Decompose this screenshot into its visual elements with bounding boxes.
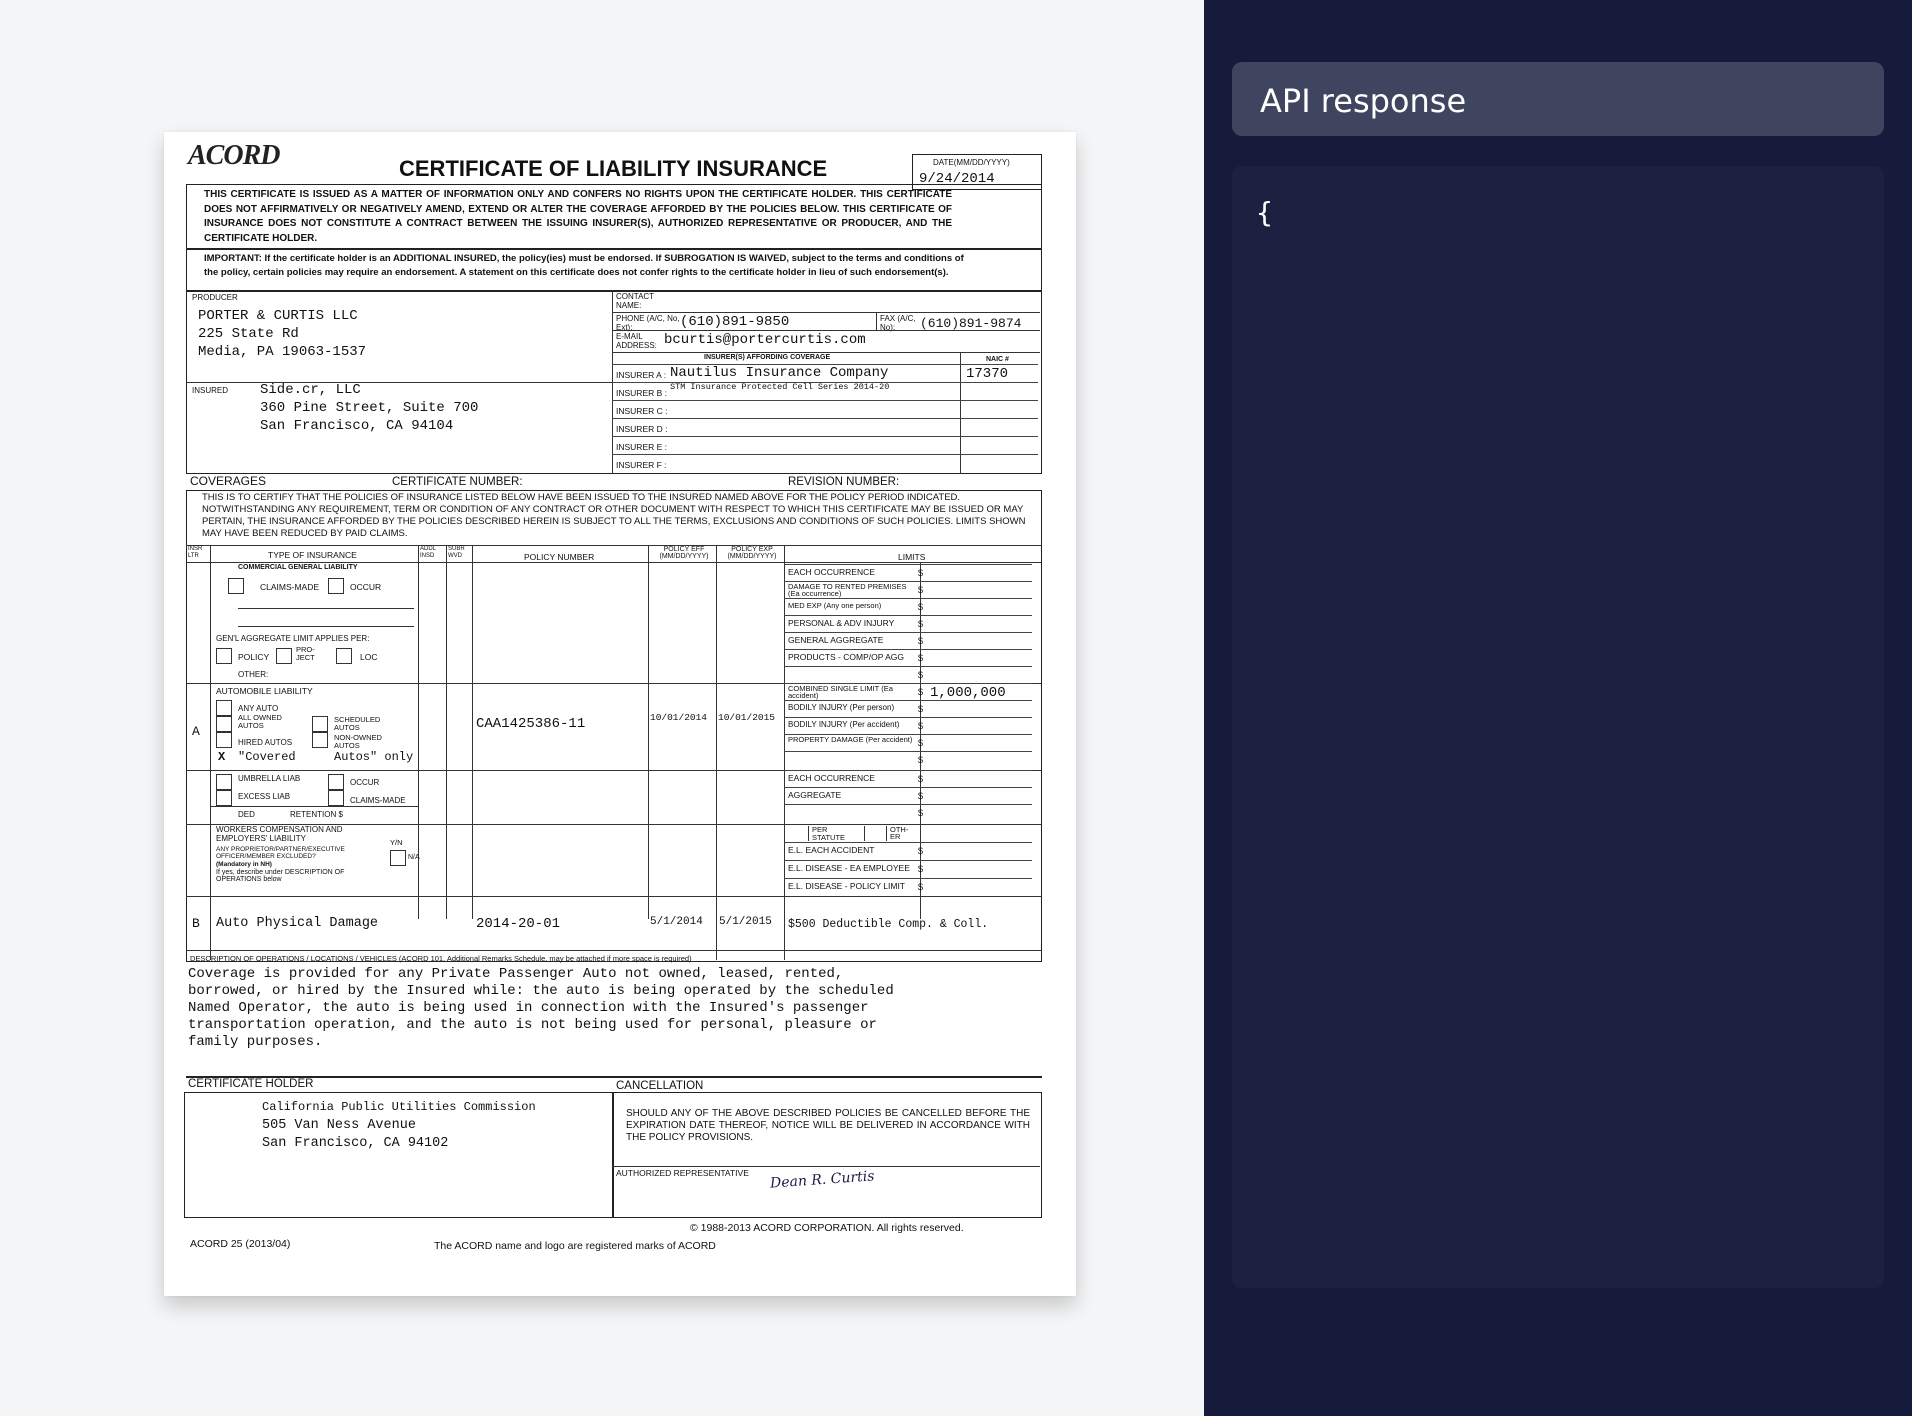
wc-na-label: N/A xyxy=(408,854,420,861)
limit-dollar: $ xyxy=(918,774,924,784)
ded-label: DED xyxy=(238,810,255,819)
limit-label: PROPERTY DAMAGE (Per accident) xyxy=(788,735,913,744)
limit-row xyxy=(784,860,1032,878)
limit-row xyxy=(784,598,1032,616)
any-auto-checkbox[interactable] xyxy=(216,700,232,716)
revision-label: REVISION NUMBER: xyxy=(788,476,900,488)
hired-checkbox[interactable] xyxy=(216,732,232,748)
insurers-header: INSURER(S) AFFORDING COVERAGE xyxy=(704,354,831,361)
limit-row xyxy=(784,878,1032,896)
limit-row xyxy=(784,717,1032,735)
panel-title: API response xyxy=(1260,82,1467,120)
insurer-f-row xyxy=(612,454,1038,472)
col-type: TYPE OF INSURANCE xyxy=(268,550,357,560)
excess-label: EXCESS LIAB xyxy=(238,792,291,801)
gl-loc-checkbox[interactable] xyxy=(336,648,352,664)
apd-type: Auto Physical Damage xyxy=(216,916,379,931)
producer-line-2: 225 State Rd xyxy=(198,326,299,342)
holder-line-3: San Francisco, CA 94102 xyxy=(262,1136,449,1151)
description-line-2: borrowed, or hired by the Insured while: the auto is being operated by the scheduled xyxy=(188,983,894,999)
email-address[interactable]: bcurtis@portercurtis.com xyxy=(664,332,866,348)
coverages-label: COVERAGES xyxy=(190,474,267,488)
non-owned-label: NON-OWNED AUTOS xyxy=(334,733,382,750)
gl-occur-label: OCCUR xyxy=(350,582,382,592)
limit-dollar: $ xyxy=(918,568,924,578)
retention-label: RETENTION $ xyxy=(290,810,343,819)
insurer-a-naic: 17370 xyxy=(966,366,1009,382)
limit-row xyxy=(784,632,1032,650)
col-subr: SUBR WVD xyxy=(448,546,465,559)
limit-row xyxy=(784,734,1032,752)
gl-loc-label: LOC xyxy=(360,652,378,662)
insurer-a-label: INSURER A : xyxy=(616,370,667,380)
wc-title: WORKERS COMPENSATION AND EMPLOYERS' LIABILITY xyxy=(216,825,343,843)
form-number: ACORD 25 (2013/04) xyxy=(190,1238,291,1250)
oth-er-label: OTH- ER xyxy=(890,825,909,841)
notice-text: THIS CERTIFICATE IS ISSUED AS A MATTER OF INFORMATION ONLY AND CONFERS NO RIGHTS UPON THE CERTIFICATE HOLDER. THIS CERTIFICATE DOES NOT AFFIRMATIVELY OR NEGATIVELY AMEND, EXTEND OR ALTER THE COVERAGE AFFORDED BY THE POLICIES BELOW. THIS CERTIFICATE OF INSURANCE DOES NOT CONSTITUTE A CONTRACT BETWEEN THE ISSUING INSURER(S), AUTHORIZED REPRESENTATIVE OR PRODUCER, AND THE CERTIFICATE HOLDER. xyxy=(204,189,952,244)
wc-mandatory: (Mandatory in NH) xyxy=(216,861,272,868)
fax-number: (610)891-9874 xyxy=(920,316,1022,331)
holder-line-2: 505 Van Ness Avenue xyxy=(262,1118,416,1133)
apd-insr-ltr: B xyxy=(192,916,200,931)
limit-label: BODILY INJURY (Per accident) xyxy=(788,720,900,729)
auto-insr-ltr: A xyxy=(192,724,200,739)
insurer-a-name: Nautilus Insurance Company xyxy=(670,365,889,381)
per-statute-label: PER STATUTE xyxy=(812,825,846,842)
col-policy-eff: POLICY EFF (MM/DD/YYYY) xyxy=(659,546,709,560)
umb-occur-checkbox[interactable] xyxy=(328,774,344,790)
certificate-title: CERTIFICATE OF LIABILITY INSURANCE xyxy=(399,156,828,181)
limit-dollar: $ xyxy=(918,619,924,629)
umb-claims-made-checkbox[interactable] xyxy=(328,790,344,806)
limit-dollar: $ xyxy=(918,687,924,697)
limit-row xyxy=(784,751,1032,769)
phone-number[interactable]: (610)891-9850 xyxy=(680,314,790,330)
auto-policy-exp: 10/01/2015 xyxy=(718,712,776,723)
limit-label: COMBINED SINGLE LIMIT (Ea accident) xyxy=(788,684,893,700)
certificate-page xyxy=(164,132,1076,1296)
contact-label: CONTACT NAME: xyxy=(616,292,654,310)
limit-row xyxy=(784,804,1032,822)
limit-label: DAMAGE TO RENTED PREMISES (Ea occurrence) xyxy=(788,582,907,598)
insurer-b-name: STM Insurance Protected Cell Series 2014-20 xyxy=(670,382,890,392)
holder-line-1: California Public Utilities Commission xyxy=(262,1100,536,1114)
limit-dollar: $ xyxy=(918,755,924,765)
col-policy-exp: POLICY EXP (MM/DD/YYYY) xyxy=(727,546,777,560)
wc-any-text: ANY PROPRIETOR/PARTNER/EXECUTIVE OFFICER/MEMBER EXCLUDED? xyxy=(216,846,345,860)
apd-policy-exp: 5/1/2015 xyxy=(719,916,772,928)
gl-project-label: PRO- JECT xyxy=(296,645,315,662)
limit-label: AGGREGATE xyxy=(788,790,842,800)
limit-dollar: $ xyxy=(918,882,924,892)
csl-amount: 1,000,000 xyxy=(930,685,1006,701)
cancellation-label: CANCELLATION xyxy=(616,1080,704,1092)
limit-dollar: $ xyxy=(918,585,924,595)
limit-dollar: $ xyxy=(918,721,924,731)
all-owned-label: ALL OWNED AUTOS xyxy=(238,713,282,730)
auto-policy-eff: 10/01/2014 xyxy=(650,712,708,723)
limit-dollar: $ xyxy=(918,864,924,874)
any-auto-label: ANY AUTO xyxy=(238,704,279,713)
limit-label: EACH OCCURRENCE xyxy=(788,773,875,783)
limit-dollar: $ xyxy=(918,653,924,663)
date-label: DATE(MM/DD/YYYY) xyxy=(933,158,1010,167)
limit-row xyxy=(784,564,1032,582)
naic-label: NAIC # xyxy=(986,356,1009,363)
hired-label: HIRED AUTOS xyxy=(238,738,293,747)
gl-claims-made-checkbox[interactable] xyxy=(228,578,244,594)
holder-label: CERTIFICATE HOLDER xyxy=(188,1078,314,1090)
insurer-e-label: INSURER E : xyxy=(616,442,668,452)
limit-row xyxy=(784,700,1032,718)
api-response-panel xyxy=(1204,0,1912,1416)
description-line-1: Coverage is provided for any Private Passenger Auto not owned, leased, rented, xyxy=(188,966,844,982)
insurer-b-row xyxy=(612,382,1038,400)
email-label: E-MAIL ADDRESS: xyxy=(616,332,657,350)
limit-label: BODILY INJURY (Per person) xyxy=(788,703,895,712)
panel-header xyxy=(1232,62,1884,136)
description-line-3: Named Operator, the auto is being used in connection with the Insured's passenger xyxy=(188,1000,869,1016)
authorized-rep-label: AUTHORIZED REPRESENTATIVE xyxy=(616,1168,749,1178)
json-output: { xyxy=(1256,196,1273,229)
limit-row xyxy=(784,615,1032,633)
limit-dollar: $ xyxy=(918,738,924,748)
limit-dollar: $ xyxy=(918,636,924,646)
limit-dollar: $ xyxy=(918,670,924,680)
col-addl: ADDL INSD xyxy=(420,546,436,559)
apd-policy-eff: 5/1/2014 xyxy=(650,916,703,928)
producer-line-1: PORTER & CURTIS LLC xyxy=(198,308,358,324)
producer-label: PRODUCER xyxy=(192,293,238,302)
insurer-f-label: INSURER F : xyxy=(616,460,667,470)
covered-autos-text: "Covered xyxy=(238,750,296,764)
gl-title: COMMERCIAL GENERAL LIABILITY xyxy=(238,564,358,571)
insured-line-3: San Francisco, CA 94104 xyxy=(260,418,454,434)
insurer-d-label: INSURER D : xyxy=(616,424,668,434)
umbrella-checkbox[interactable] xyxy=(216,774,232,790)
apd-limit: $500 Deductible Comp. & Coll. xyxy=(788,918,989,931)
wc-excluded-checkbox[interactable] xyxy=(390,850,406,866)
auto-policy-number: CAA1425386-11 xyxy=(476,716,586,732)
limit-dollar: $ xyxy=(918,704,924,714)
umb-occur-label: OCCUR xyxy=(350,778,380,787)
description-line-4: transportation operation, and the auto is not being used for personal, pleasure or xyxy=(188,1017,877,1033)
limit-row xyxy=(784,770,1032,788)
limit-row xyxy=(784,649,1032,667)
limit-row xyxy=(784,666,1032,684)
limit-label: E.L. EACH ACCIDENT xyxy=(788,845,875,855)
fax-label: FAX (A/C, No): xyxy=(880,314,916,332)
limit-dollar: $ xyxy=(918,791,924,801)
insured-label: INSURED xyxy=(192,386,229,395)
auto-title: AUTOMOBILE LIABILITY xyxy=(216,686,313,696)
authorized-signature: Dean R. Curtis xyxy=(769,1168,875,1192)
limit-dollar: $ xyxy=(918,602,924,612)
limit-label: GENERAL AGGREGATE xyxy=(788,635,884,645)
limit-label: EACH OCCURRENCE xyxy=(788,567,875,577)
wc-if-yes: If yes, describe under DESCRIPTION OF OPERATIONS below xyxy=(216,869,345,883)
trademark: The ACORD name and logo are registered marks of ACORD xyxy=(434,1240,716,1252)
col-policy-number: POLICY NUMBER xyxy=(524,552,595,562)
cancellation-text: SHOULD ANY OF THE ABOVE DESCRIBED POLICIES BE CANCELLED BEFORE THE EXPIRATION DATE THEREOF, NOTICE WILL BE DELIVERED IN ACCORDANCE WITH THE POLICY PROVISIONS. xyxy=(626,1108,1030,1143)
gl-occur-checkbox[interactable] xyxy=(328,578,344,594)
certificate-date: 9/24/2014 xyxy=(919,171,995,187)
wc-yn-label: Y/N xyxy=(390,838,403,847)
api-response-body[interactable] xyxy=(1232,166,1884,1288)
limit-dollar: $ xyxy=(918,846,924,856)
insurer-c-row xyxy=(612,400,1038,418)
certify-text: THIS IS TO CERTIFY THAT THE POLICIES OF INSURANCE LISTED BELOW HAVE BEEN ISSUED TO THE INSURED NAMED ABOVE FOR THE POLICY PERIOD INDICATED. NOTWITHSTANDING ANY REQUIREMENT, TERM OR CONDITION OF ANY CONTRACT OR OTHER DOCUMENT WITH RESPECT TO WHICH THIS CERTIFICATE MAY BE ISSUED OR MAY PERTAIN, THE INSURANCE AFFORDED BY THE POLICIES DESCRIBED HEREIN IS SUBJECT TO ALL THE TERMS, EXCLUSIONS AND CONDITIONS OF SUCH POLICIES. LIMITS SHOWN MAY HAVE BEEN REDUCED BY PAID CLAIMS. xyxy=(202,492,1026,539)
gl-policy-checkbox[interactable] xyxy=(216,648,232,664)
insurer-e-row xyxy=(612,436,1038,454)
col-insr-ltr: INSR LTR xyxy=(188,546,203,559)
limit-row xyxy=(784,787,1032,805)
gl-claims-made-label: CLAIMS-MADE xyxy=(260,582,320,592)
limit-label: PERSONAL & ADV INJURY xyxy=(788,618,895,628)
excess-checkbox[interactable] xyxy=(216,790,232,806)
description-label: DESCRIPTION OF OPERATIONS / LOCATIONS / VEHICLES (ACORD 101, Additional Remarks Schedule, may be attached if more space is required) xyxy=(190,954,692,963)
apd-policy-number: 2014-20-01 xyxy=(476,916,561,932)
limit-row xyxy=(784,581,1032,599)
covered-autos-mark: X xyxy=(218,750,226,764)
insurer-b-label: INSURER B : xyxy=(616,388,668,398)
limit-row xyxy=(784,842,1032,860)
limit-label: E.L. DISEASE - POLICY LIMIT xyxy=(788,881,905,891)
acord-logo: ACORD xyxy=(188,140,280,171)
insured-line-1: Side.cr, LLC xyxy=(260,382,361,398)
insurer-a-row xyxy=(612,364,1038,382)
insurer-c-label: INSURER C : xyxy=(616,406,668,416)
gl-policy-label: POLICY xyxy=(238,652,270,662)
col-limits: LIMITS xyxy=(898,552,926,562)
limit-label: E.L. DISEASE - EA EMPLOYEE xyxy=(788,863,910,873)
limit-dollar: $ xyxy=(918,808,924,818)
limit-row xyxy=(784,683,1032,701)
description-line-5: family purposes. xyxy=(188,1034,323,1050)
covered-autos-text-2: Autos" only xyxy=(334,750,414,764)
cert-number-label: CERTIFICATE NUMBER: xyxy=(392,476,523,488)
insured-line-2: 360 Pine Street, Suite 700 xyxy=(260,400,479,416)
gl-other-label: OTHER: xyxy=(238,670,269,679)
scheduled-label: SCHEDULED AUTOS xyxy=(334,715,381,732)
limit-label: MED EXP (Any one person) xyxy=(788,601,882,610)
umbrella-label: UMBRELLA LIAB xyxy=(238,774,301,783)
copyright: © 1988-2013 ACORD CORPORATION. All rights reserved. xyxy=(690,1222,964,1234)
gl-project-checkbox[interactable] xyxy=(276,648,292,664)
scheduled-checkbox[interactable] xyxy=(312,716,328,732)
all-owned-checkbox[interactable] xyxy=(216,716,232,732)
insurer-d-row xyxy=(612,418,1038,436)
gl-agg-applies: GEN'L AGGREGATE LIMIT APPLIES PER: xyxy=(216,634,370,643)
important-text: IMPORTANT: If the certificate holder is an ADDITIONAL INSURED, the policy(ies) must be endorsed. If SUBROGATION IS WAIVED, subject to the terms and conditions of the policy, certain policies may require an endorsement. A statement on this certificate does not confer rights to the certificate holder in lieu of such endorsement(s). xyxy=(204,253,964,278)
phone-label: PHONE (A/C, No, Ext): xyxy=(616,314,680,332)
producer-line-3: Media, PA 19063-1537 xyxy=(198,344,367,360)
limit-label: PRODUCTS - COMP/OP AGG xyxy=(788,652,905,662)
umb-claims-made-label: CLAIMS-MADE xyxy=(350,796,406,805)
non-owned-checkbox[interactable] xyxy=(312,732,328,748)
